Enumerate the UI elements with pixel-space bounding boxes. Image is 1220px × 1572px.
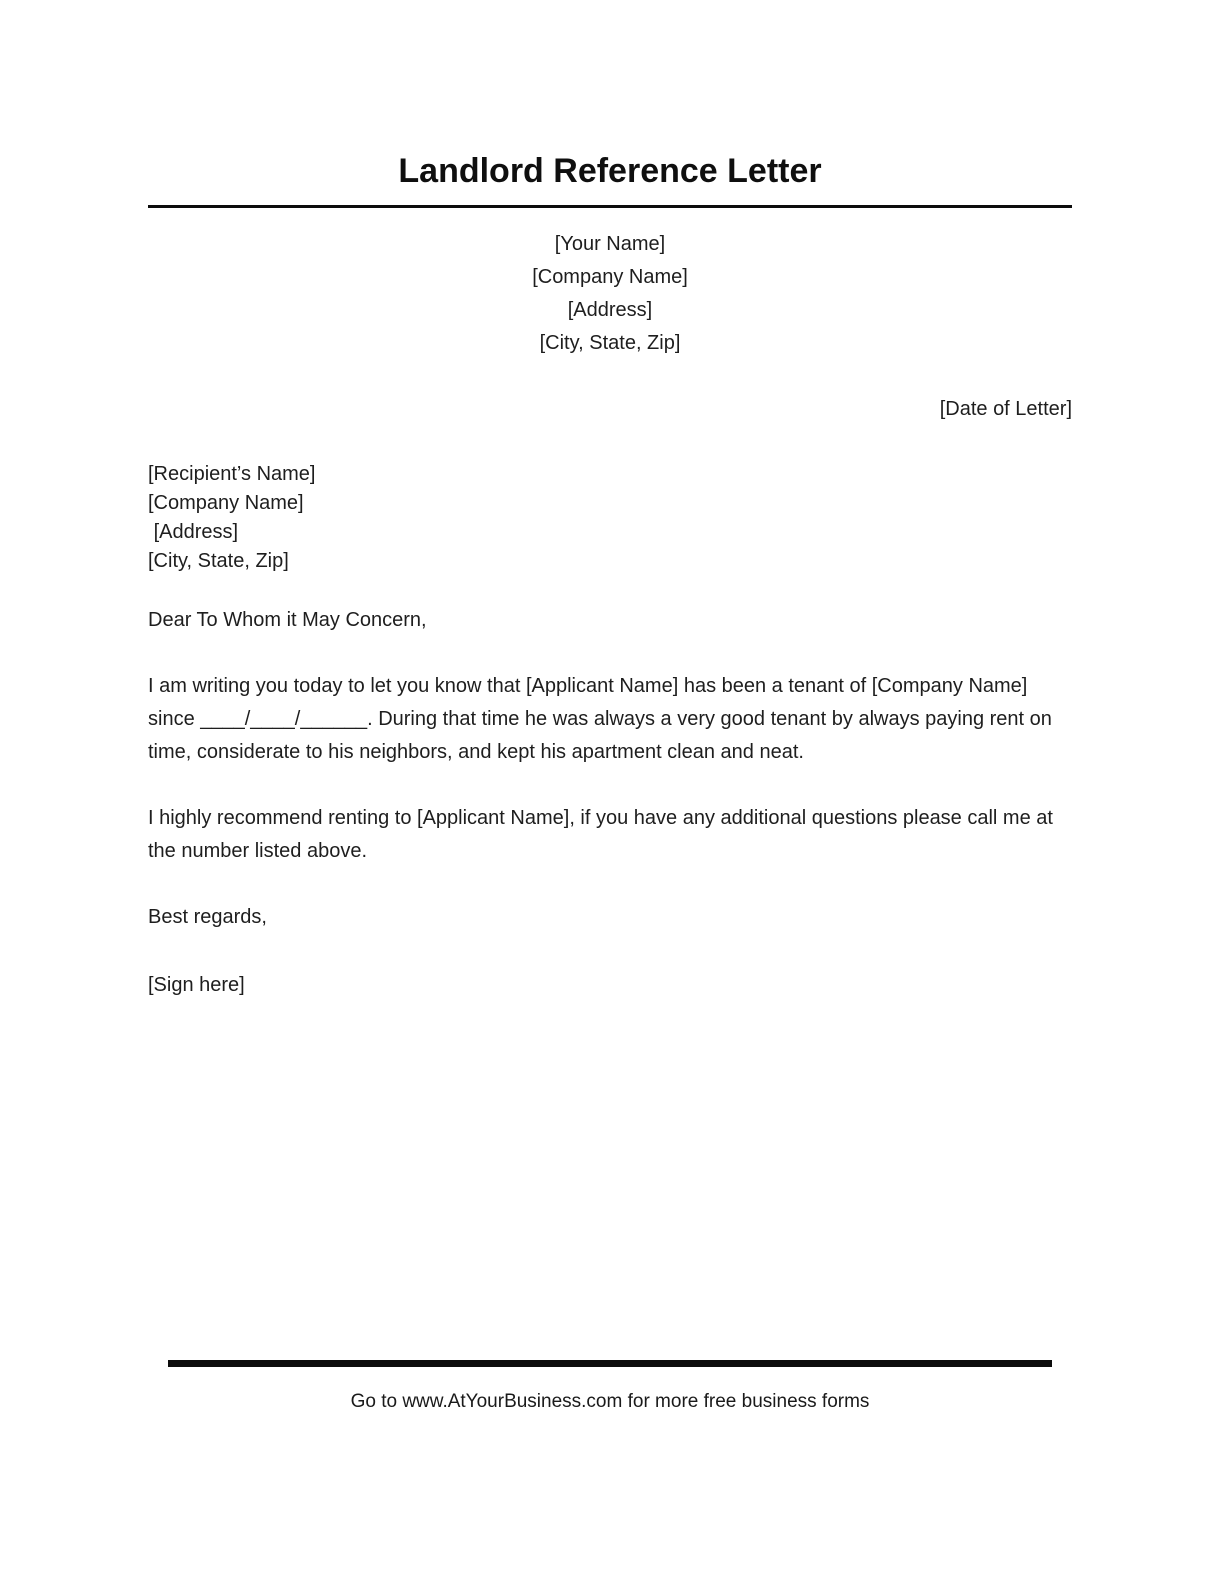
sender-company: [Company Name]: [532, 266, 688, 288]
title-divider: [148, 205, 1072, 208]
recipient-company: [Company Name]: [148, 492, 304, 514]
sender-name: [Your Name]: [554, 233, 666, 255]
footer-note: Go to www.AtYourBusiness.com for more free business forms: [350, 1391, 870, 1412]
signature-placeholder: [Sign here]: [148, 974, 245, 996]
body-paragraph-2: I highly recommend renting to [Applicant Name], if you have any additional questions please call me at the number listed above.: [148, 807, 1053, 862]
recipient-address-block: [148, 460, 1072, 576]
body-paragraph-1: I am writing you today to let you know that [Applicant Name] has been a tenant of [Company Name] since ____/____/______. During that time he was always a very good tenant by always paying rent on time, considerate to his neighbors, and kept his apartment clean and neat.: [148, 675, 1052, 763]
sender-address-block: [148, 228, 1072, 360]
recipient-name: [Recipient’s Name]: [148, 463, 316, 485]
recipient-city-state-zip: [City, State, Zip]: [148, 550, 289, 572]
recipient-address: [Address]: [148, 521, 239, 543]
footer-divider: [168, 1360, 1052, 1367]
sender-city-state-zip: [City, State, Zip]: [539, 332, 681, 354]
letter-date: [Date of Letter]: [939, 398, 1072, 420]
page-title: Landlord Reference Letter: [398, 152, 822, 190]
closing-line: Best regards,: [148, 906, 267, 928]
sender-address: [Address]: [567, 299, 653, 321]
salutation: Dear To Whom it May Concern,: [148, 609, 427, 631]
